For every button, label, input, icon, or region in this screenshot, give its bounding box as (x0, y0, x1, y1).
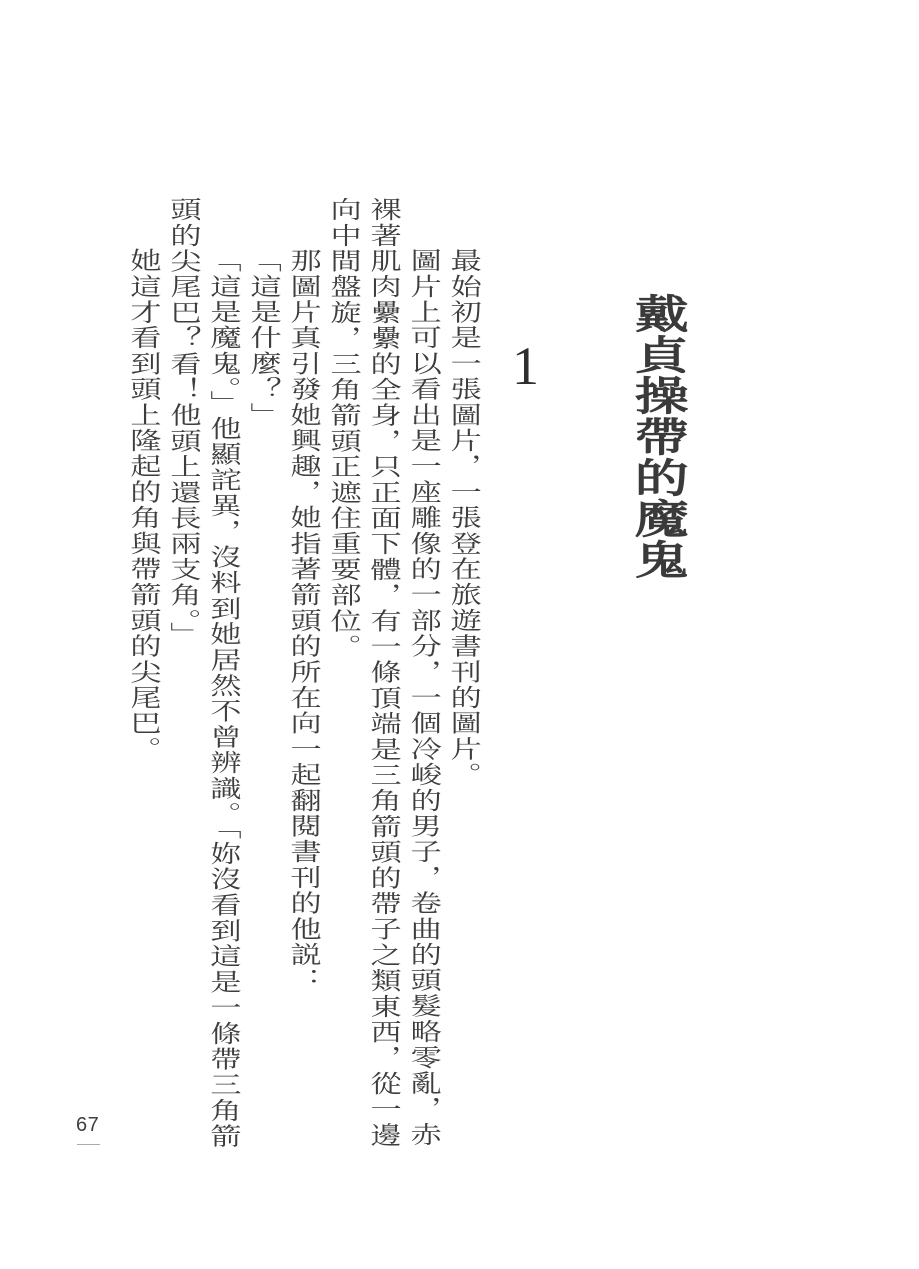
page-number-underline (77, 1144, 100, 1145)
page-number: 67 (76, 1114, 100, 1136)
paragraph: 她這才看到頭上隆起的角與帶箭頭的尖尾巴。 (124, 248, 159, 762)
paragraph: 那圖片真引發她興趣，她指著箭頭的所在向一起翻閱書刊的他説： (284, 248, 319, 994)
paragraph: 圖片上可以看出是一座雕像的一部分，一個冷峻的男子，卷曲的頭髮略零亂，赤裸著肌肉纍纍的全身，只正面下體，有一條頂端是三角箭頭的帶子之類東西，從一邊向中間盤旋，三角箭頭正遮住重要部位。 (324, 197, 439, 1148)
body-text (121, 197, 481, 1150)
paragraph: 「這是什麼？」 (244, 248, 279, 428)
chapter-number: 1 (512, 336, 539, 396)
paragraph: 最始初是一張圖片，一張登在旅遊書刊的圖片。 (444, 248, 479, 788)
chapter-title: 戴貞操帶的魔鬼 (627, 293, 689, 580)
paragraph: 「這是魔鬼。」他顯詫異，沒料到她居然不曾辨識。「妳沒看到這是一條帶三角箭頭的尖尾巴？看！他頭上還長兩支角。」 (164, 197, 239, 1150)
folio (76, 1114, 106, 1145)
